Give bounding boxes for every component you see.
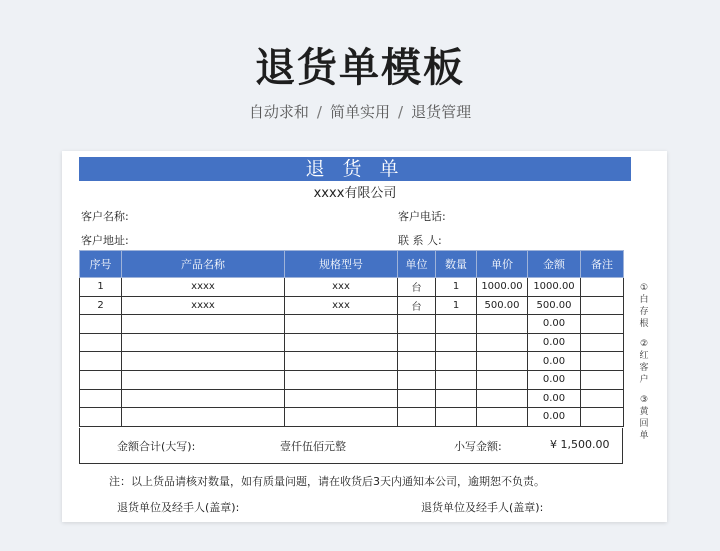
cell-product bbox=[122, 352, 285, 371]
table-row bbox=[80, 352, 624, 371]
cell-qty bbox=[436, 370, 477, 389]
cell-index: 2 bbox=[80, 296, 122, 315]
cell-price: 1000.00 bbox=[477, 278, 528, 297]
cell-amount: 0.00 bbox=[528, 352, 581, 371]
cell-unit bbox=[398, 389, 436, 408]
contact-label: 联 系 人: bbox=[398, 234, 442, 247]
copy-yellow-receipt: ③黄回单 bbox=[639, 395, 649, 441]
customer-address-label: 客户地址: bbox=[81, 234, 129, 247]
cell-unit bbox=[398, 352, 436, 371]
cell-unit bbox=[398, 370, 436, 389]
signature-left: 退货单位及经手人(盖章): bbox=[117, 501, 240, 514]
total-upper-value: 壹仟伍佰元整 bbox=[280, 440, 346, 453]
signature-right: 退货单位及经手人(盖章): bbox=[421, 501, 544, 514]
table-header-row bbox=[80, 251, 624, 278]
table-row bbox=[80, 278, 624, 297]
cell-unit bbox=[398, 333, 436, 352]
cell-amount: 0.00 bbox=[528, 315, 581, 334]
col-header-index: 序号 bbox=[80, 251, 122, 278]
cell-remark bbox=[581, 370, 624, 389]
cell-product bbox=[122, 408, 285, 427]
cell-remark bbox=[581, 333, 624, 352]
table-row bbox=[80, 370, 624, 389]
cell-product bbox=[122, 333, 285, 352]
col-header-spec: 规格型号 bbox=[285, 251, 398, 278]
cell-product: xxxx bbox=[122, 296, 285, 315]
form-title-banner: 退 货 单 bbox=[79, 157, 631, 181]
cell-unit bbox=[398, 315, 436, 334]
cell-qty bbox=[436, 352, 477, 371]
cell-spec bbox=[285, 333, 398, 352]
cell-price bbox=[477, 352, 528, 371]
cell-index bbox=[80, 408, 122, 427]
cell-remark bbox=[581, 296, 624, 315]
col-header-qty: 数量 bbox=[436, 251, 477, 278]
cell-index bbox=[80, 315, 122, 334]
cell-product bbox=[122, 389, 285, 408]
subtitle-tags bbox=[0, 101, 720, 122]
cell-spec bbox=[285, 370, 398, 389]
cell-remark bbox=[581, 389, 624, 408]
cell-amount: 0.00 bbox=[528, 370, 581, 389]
cell-spec: xxx bbox=[285, 278, 398, 297]
col-header-remark: 备注 bbox=[581, 251, 624, 278]
items-table bbox=[79, 250, 624, 427]
cell-spec bbox=[285, 389, 398, 408]
total-lower-value: ¥ 1,500.00 bbox=[550, 438, 610, 451]
customer-phone-label: 客户电话: bbox=[398, 210, 446, 223]
cell-index: 1 bbox=[80, 278, 122, 297]
tag-auto-sum: 自动求和 bbox=[248, 103, 309, 121]
disclaimer-note: 注：以上货品请核对数量，如有质量问题，请在收货后3天内通知本公司，逾期恕不负责。 bbox=[109, 475, 545, 488]
cell-amount: 500.00 bbox=[528, 296, 581, 315]
cell-unit: 台 bbox=[398, 278, 436, 297]
cell-qty bbox=[436, 389, 477, 408]
customer-name-label: 客户名称: bbox=[81, 210, 129, 223]
col-header-unit: 单位 bbox=[398, 251, 436, 278]
copy-white-stub: ①白存根 bbox=[639, 283, 649, 329]
cell-qty bbox=[436, 315, 477, 334]
total-summary bbox=[79, 428, 623, 464]
cell-qty: 1 bbox=[436, 278, 477, 297]
cell-amount: 1000.00 bbox=[528, 278, 581, 297]
cell-index bbox=[80, 370, 122, 389]
cell-amount: 0.00 bbox=[528, 408, 581, 427]
tag-simple: 简单实用 bbox=[329, 103, 390, 121]
total-lower-label: 小写金额: bbox=[454, 440, 502, 453]
page-title: 退货单模板 bbox=[255, 45, 465, 91]
cell-amount: 0.00 bbox=[528, 333, 581, 352]
cell-remark bbox=[581, 315, 624, 334]
cell-index bbox=[80, 333, 122, 352]
cell-remark bbox=[581, 408, 624, 427]
cell-qty bbox=[436, 408, 477, 427]
col-header-amount: 金额 bbox=[528, 251, 581, 278]
cell-spec: xxx bbox=[285, 296, 398, 315]
items-table-body bbox=[80, 278, 624, 427]
return-form-sheet bbox=[62, 151, 667, 522]
tag-separator: / bbox=[398, 103, 404, 121]
cell-unit: 台 bbox=[398, 296, 436, 315]
cell-remark bbox=[581, 278, 624, 297]
cell-index bbox=[80, 389, 122, 408]
table-row bbox=[80, 389, 624, 408]
tag-returns: 退货管理 bbox=[411, 103, 472, 121]
cell-amount: 0.00 bbox=[528, 389, 581, 408]
cell-index bbox=[80, 352, 122, 371]
cell-qty bbox=[436, 333, 477, 352]
col-header-product: 产品名称 bbox=[122, 251, 285, 278]
cell-spec bbox=[285, 408, 398, 427]
cell-remark bbox=[581, 352, 624, 371]
cell-price bbox=[477, 408, 528, 427]
company-name: xxxx有限公司 bbox=[313, 186, 397, 201]
table-row bbox=[80, 333, 624, 352]
tag-separator: / bbox=[316, 103, 322, 121]
cell-spec bbox=[285, 352, 398, 371]
col-header-price: 单价 bbox=[477, 251, 528, 278]
cell-product: xxxx bbox=[122, 278, 285, 297]
cell-product bbox=[122, 370, 285, 389]
table-row bbox=[80, 408, 624, 427]
cell-price bbox=[477, 333, 528, 352]
cell-unit bbox=[398, 408, 436, 427]
cell-price: 500.00 bbox=[477, 296, 528, 315]
copy-distribution-note bbox=[638, 282, 650, 450]
cell-qty: 1 bbox=[436, 296, 477, 315]
cell-price bbox=[477, 315, 528, 334]
total-upper-label: 金额合计(大写): bbox=[117, 440, 196, 453]
cell-product bbox=[122, 315, 285, 334]
cell-price bbox=[477, 370, 528, 389]
copy-red-customer: ②红客户 bbox=[639, 339, 649, 385]
cell-spec bbox=[285, 315, 398, 334]
table-row bbox=[80, 296, 624, 315]
table-row bbox=[80, 315, 624, 334]
cell-price bbox=[477, 389, 528, 408]
